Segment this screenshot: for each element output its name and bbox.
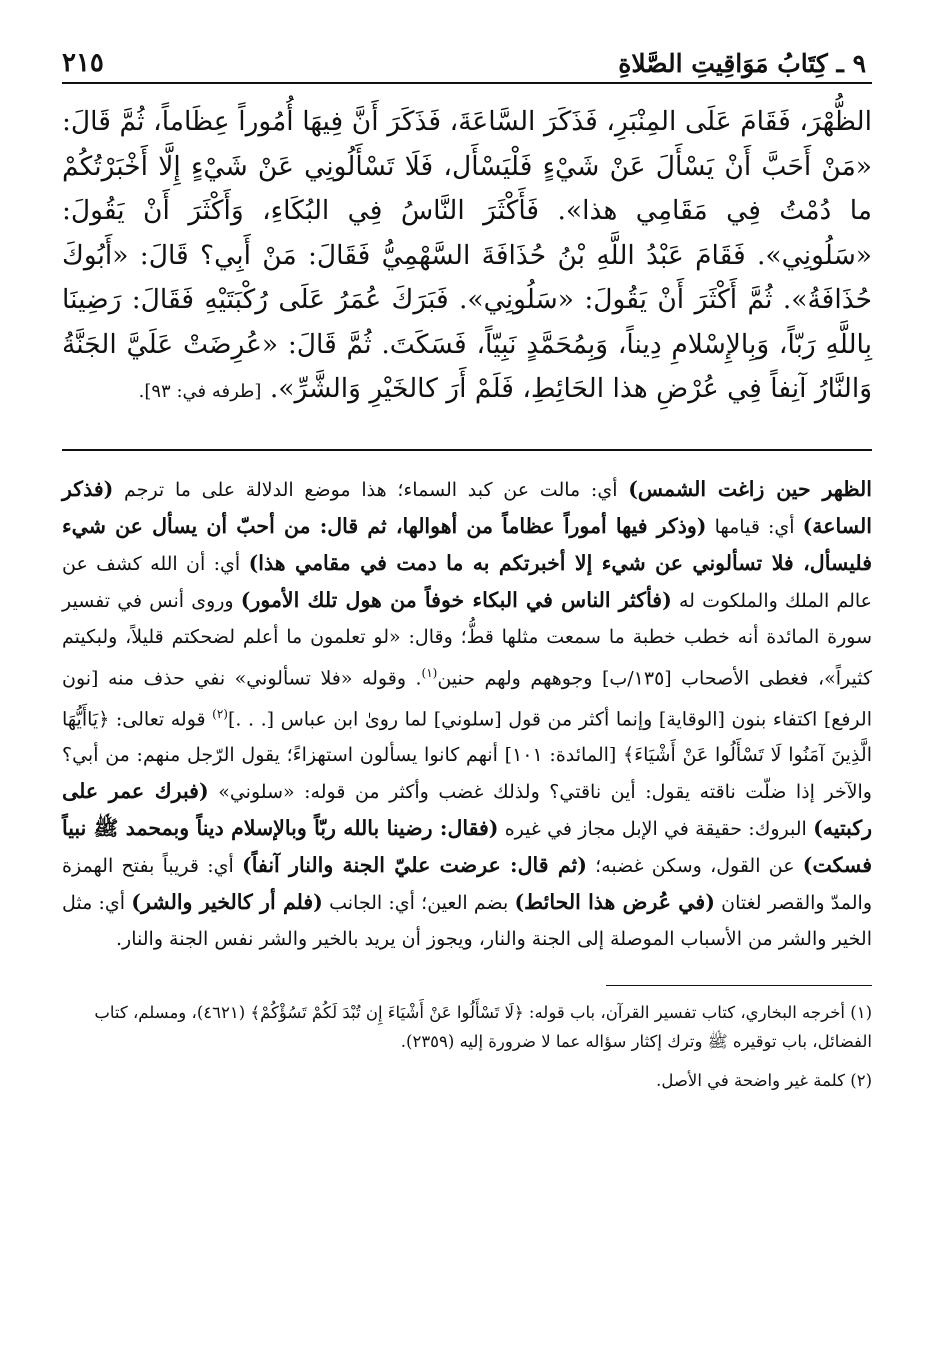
commentary-lemma: (فبرك عمر على ركبتيه) <box>62 779 872 841</box>
footnote-text: كلمة غير واضحة في الأصل. <box>656 1071 845 1091</box>
commentary-text: بضم العين؛ أي: الجانب <box>322 892 515 915</box>
commentary-text: أي: قيامها <box>706 515 803 538</box>
commentary-text: أي: مالت عن كبد السماء؛ هذا موضع الدلالة على ما ترجم <box>113 478 629 501</box>
commentary-text: أي: أن الله كشف عن عالم الملك والملكوت له <box>62 552 872 612</box>
hadith-text: الظُّهْرَ، فَقَامَ عَلَى المِنْبَرِ، فَذَكَرَ السَّاعَةَ، فَذَكَرَ أَنَّ فِيهَا أُمُوراً عِظَاماً، ثُمَّ قَالَ: «مَنْ أَحَبَّ أَنْ يَسْأَلَ عَنْ شَيْءٍ فَلْيَسْأَل، فَلَا تَسْأَلُونِي عَنْ شَيْءٍ إِلَّا أَخْبَرْتُكُمْ ما دُمْتُ فِي مَقَامِي هذا». فَأَكْثَرَ النَّاسُ فِي البُكَاءِ، وَأَكْثَرَ أَنْ يَقُولَ: «سَلُونِي». فَقَامَ عَبْدُ اللَّهِ بْنُ حُذَافَةَ السَّهْمِيُّ فَقَالَ: مَنْ أَبِي؟ قَالَ: «أَبُوكَ حُذَافَةُ». ثُمَّ أَكْثَرَ أَنْ يَقُولَ: «سَلُونِي». فَبَرَكَ عُمَرُ عَلَى رُكْبَتَيْهِ فَقَالَ: رَضِينَا بِاللَّهِ رَبّاً، وَبِالإِسْلامِ دِيناً، وَبِمُحَمَّدٍ نَبِيّاً، فَسَكَتَ. ثُمَّ قَالَ: «عُرِضَتْ عَلَيَّ الجَنَّةُ وَالنَّارُ آنِفاً فِي عُرْضِ هذا الحَائِطِ، فَلَمْ أَرَ كالخَيْرِ وَالشَّرِّ». <box>62 106 872 404</box>
commentary-text: أي: مثل الخير والشر من الأسباب الموصلة إلى الجنة والنار، ويجوز أن يريد بالخير والشر نفس الجنة والنار. <box>62 892 872 951</box>
commentary-lemma: (في عُرض هذا الحائط) <box>514 890 715 915</box>
commentary-paragraph <box>62 471 872 958</box>
commentary-text: وروى أنس في تفسير سورة المائدة أنه خطب خطبة ما سمعت مثلها قطُّ؛ وقال: «لو تعلمون ما أعلم لضحكتم قليلاً، ولبكيتم كثيراً»، فغطى الأصحاب [١٣٥/ب] وجوههم ولهم حنين <box>62 589 872 689</box>
hadith-text-block <box>62 100 872 415</box>
footnote-marker: (١) <box>850 1003 872 1023</box>
footnote-marker: (٢) <box>850 1071 872 1091</box>
commentary-text: البروك: حقيقة في الإبل مجاز في غيره <box>498 818 814 841</box>
section-divider <box>62 449 872 451</box>
footnote-text: أخرجه البخاري، كتاب تفسير القرآن، باب قوله: ﴿لَا تَسْأَلُوا عَنْ أَشْيَاءَ إِن تُبْدَ لَكُمْ تَسُؤْكُمْ﴾ (٤٦٢١)، ومسلم، كتاب الفضائل، باب توقيره ﷺ وترك إكثار سؤاله عما لا ضرورة إليه (٢٣٥٩). <box>94 1003 872 1052</box>
footnote-2 <box>62 1066 872 1095</box>
commentary-lemma: (وذكر فيها أموراً عظاماً من أهوالها، ثم قال: من أحبّ أن يسأل عن شيء فليسأل، فلا تسألوني عن شيء إلا أخبرتكم به ما دمت في مقامي هذا) <box>62 513 873 575</box>
footnote-ref-1[interactable]: (١) <box>421 665 438 680</box>
commentary-text: . وقوله «فلا تسألوني» نفي حذف منه [نون الرفع] اكتفاء بنون [الوقاية] وإنما أكثر من قول [سلوني] لما رویٰ ابن عباس [. . .] <box>62 666 872 731</box>
footnote-ref-2[interactable]: (٢) <box>212 706 228 721</box>
commentary-lemma: (فلم أر كالخير والشر) <box>131 890 323 915</box>
commentary-lemma: (ثم قال: عرضت عليّ الجنة والنار آنفاً) <box>242 853 587 878</box>
commentary-text: عن القول، وسكن غضبه؛ <box>586 855 803 878</box>
page-header <box>62 38 872 84</box>
commentary-lemma: الظهر حين زاغت الشمس) <box>628 476 872 501</box>
commentary-text: قوله تعالى: ﴿يَاأَيُّهَا الَّذِينَ آمَنُوا لَا تَسْأَلُوا عَنْ أَشْيَاءَ﴾ [المائدة: ١٠١] أنهم كانوا يسألون استهزاءً؛ يقول الرّجل منهم: من أبي؟ والآخر إذا ضلّت ناقته يقول: أين ناقتي؟ ولذلك غضب وأكثر من قوله: «سلوني» <box>62 708 873 804</box>
running-title: ٩ ـ كِتَابُ مَوَاقِيتِ الصَّلاةِ <box>618 49 866 78</box>
footnote-1 <box>62 998 872 1056</box>
page-number: ٢١٥ <box>62 48 104 78</box>
commentary-lemma: (فقال: رضينا بالله ربّاً وبالإسلام ديناً وبمحمد ﷺ نبياً فسكت) <box>62 816 873 878</box>
commentary-lemma: (فأكثر الناس في البكاء خوفاً من هول تلك الأمور) <box>240 587 672 612</box>
book-page <box>62 38 872 1095</box>
hadith-reference: [طرفه في: ٩٣]. <box>138 381 262 402</box>
footnote-divider <box>606 985 872 986</box>
footnotes <box>62 998 872 1095</box>
commentary-text: أي: قريباً بفتح الهمزة والمدّ والقصر لغتان <box>62 855 873 915</box>
commentary-lemma: (فذكر الساعة) <box>62 476 872 538</box>
